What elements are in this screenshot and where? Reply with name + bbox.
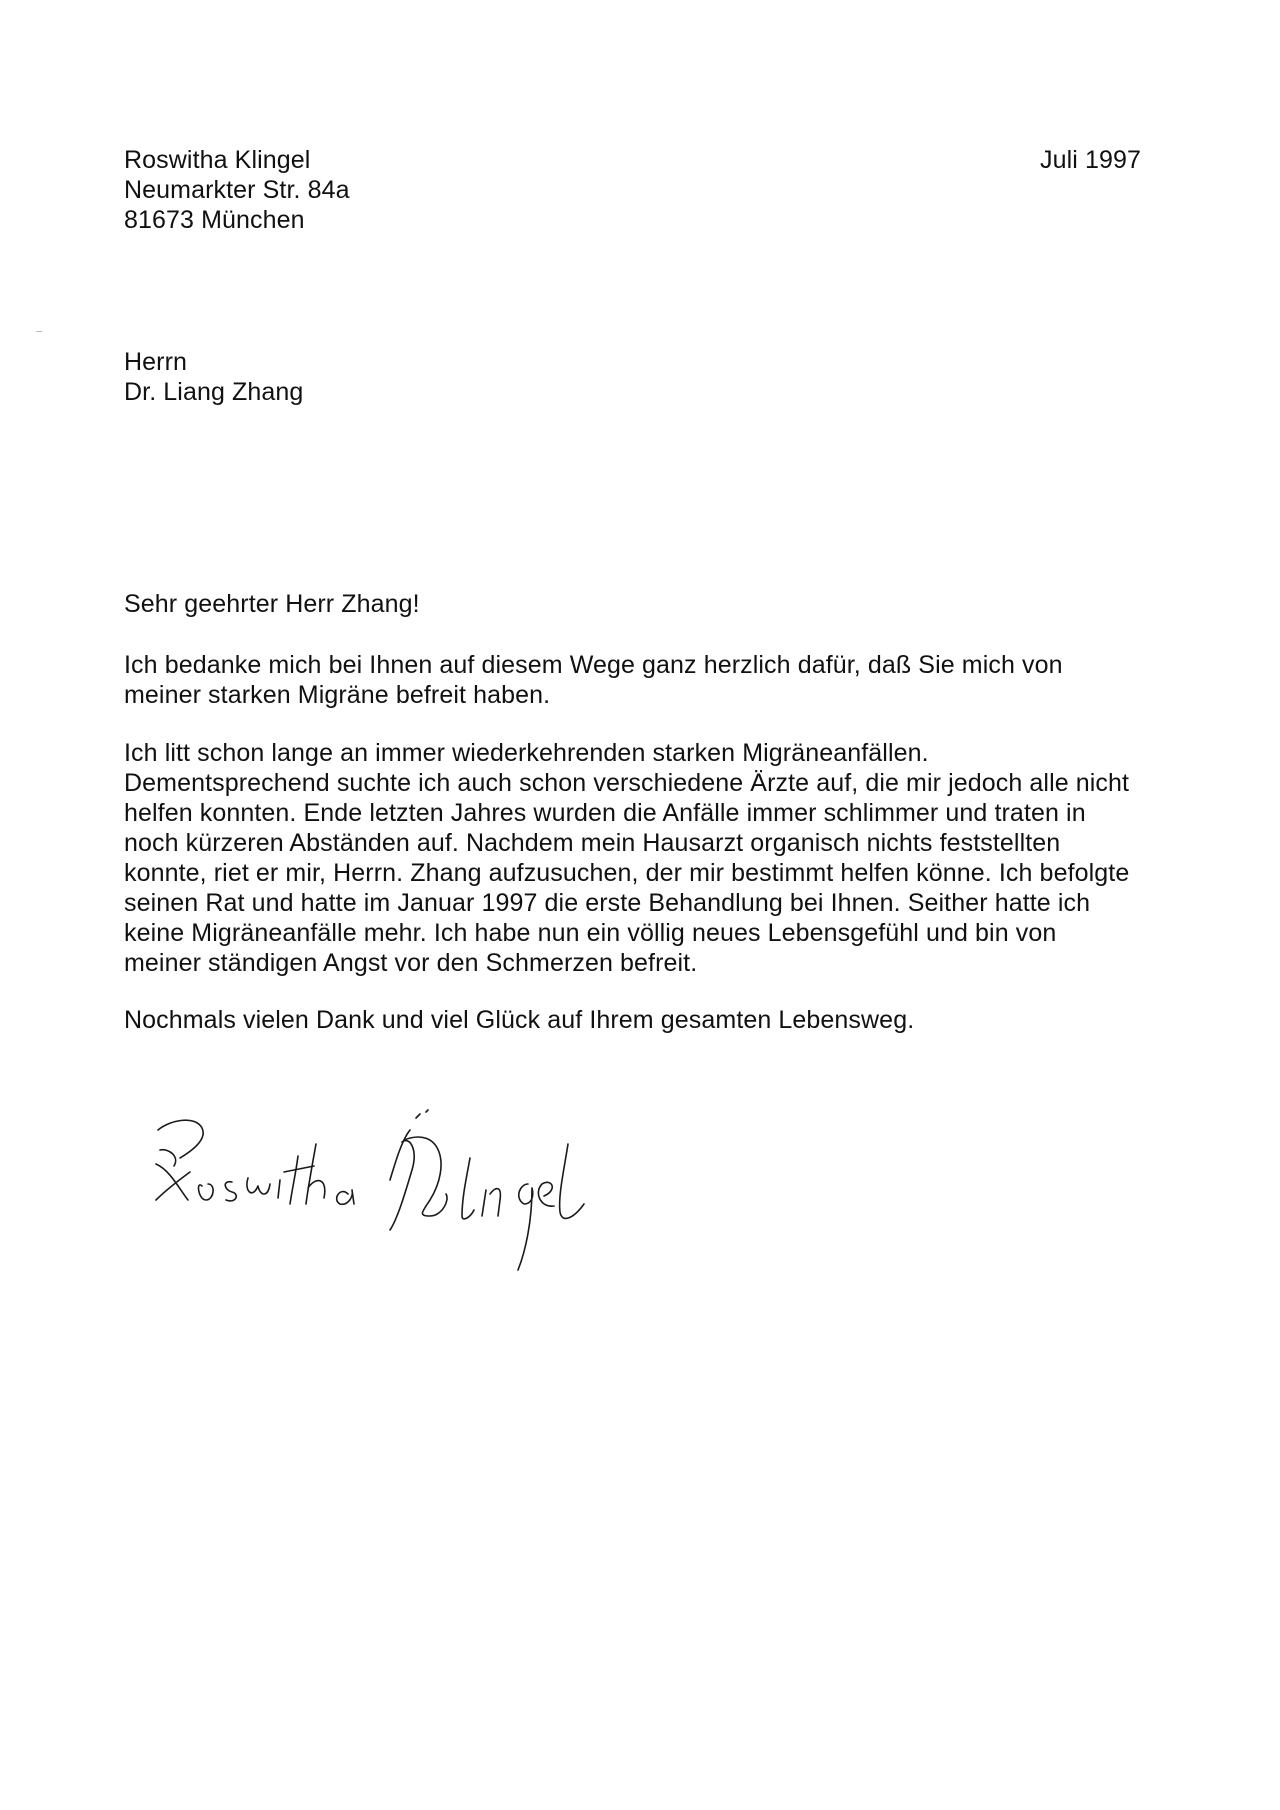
paragraph-thanks: [124, 650, 1063, 710]
recipient-address: [124, 347, 303, 407]
sender-address: [124, 145, 350, 235]
paragraph-closing: [124, 1005, 914, 1035]
paragraph-line: Dementsprechend suchte ich auch schon verschiedene Ärzte auf, die mir jedoch alle nicht: [124, 769, 1130, 797]
paragraph-line: keine Migräneanfälle mehr. Ich habe nun ein völlig neues Lebensgefühl und bin von: [124, 919, 1057, 947]
paragraph-line: Ich bedanke mich bei Ihnen auf diesem Wege ganz herzlich dafür, daß Sie mich von: [124, 651, 1063, 679]
recipient-title: Herrn: [124, 348, 188, 376]
paragraph-line: meiner starken Migräne befreit haben.: [124, 681, 551, 709]
salutation: Sehr geehrter Herr Zhang!: [124, 590, 420, 618]
paragraph-line: seinen Rat und hatte im Januar 1997 die erste Behandlung bei Ihnen. Seither hatte ich: [124, 889, 1091, 917]
sender-city: 81673 München: [124, 206, 305, 234]
paragraph-line: noch kürzeren Abständen auf. Nachdem mein Hausarzt organisch nichts feststellten: [124, 829, 1061, 857]
paragraph-line: Nochmals vielen Dank und viel Glück auf Ihrem gesamten Lebensweg.: [124, 1006, 915, 1034]
letter-date: Juli 1997: [1040, 146, 1141, 174]
margin-mark: [36, 331, 42, 332]
sender-name: Roswitha Klingel: [124, 146, 311, 174]
sender-street: Neumarkter Str. 84a: [124, 176, 350, 204]
paragraph-line: meiner ständigen Angst vor den Schmerzen befreit.: [124, 949, 698, 977]
paragraph-line: konnte, riet er mir, Herrn. Zhang aufzusuchen, der mir bestimmt helfen könne. Ich befolgte: [124, 859, 1130, 887]
paragraph-line: helfen konnten. Ende letzten Jahres wurden die Anfälle immer schlimmer und traten in: [124, 799, 1086, 827]
paragraph-story: [124, 738, 1129, 978]
paragraph-line: Ich litt schon lange an immer wiederkehrenden starken Migräneanfällen.: [124, 739, 929, 767]
recipient-name: Dr. Liang Zhang: [124, 378, 304, 406]
handwritten-signature: [140, 1100, 640, 1300]
